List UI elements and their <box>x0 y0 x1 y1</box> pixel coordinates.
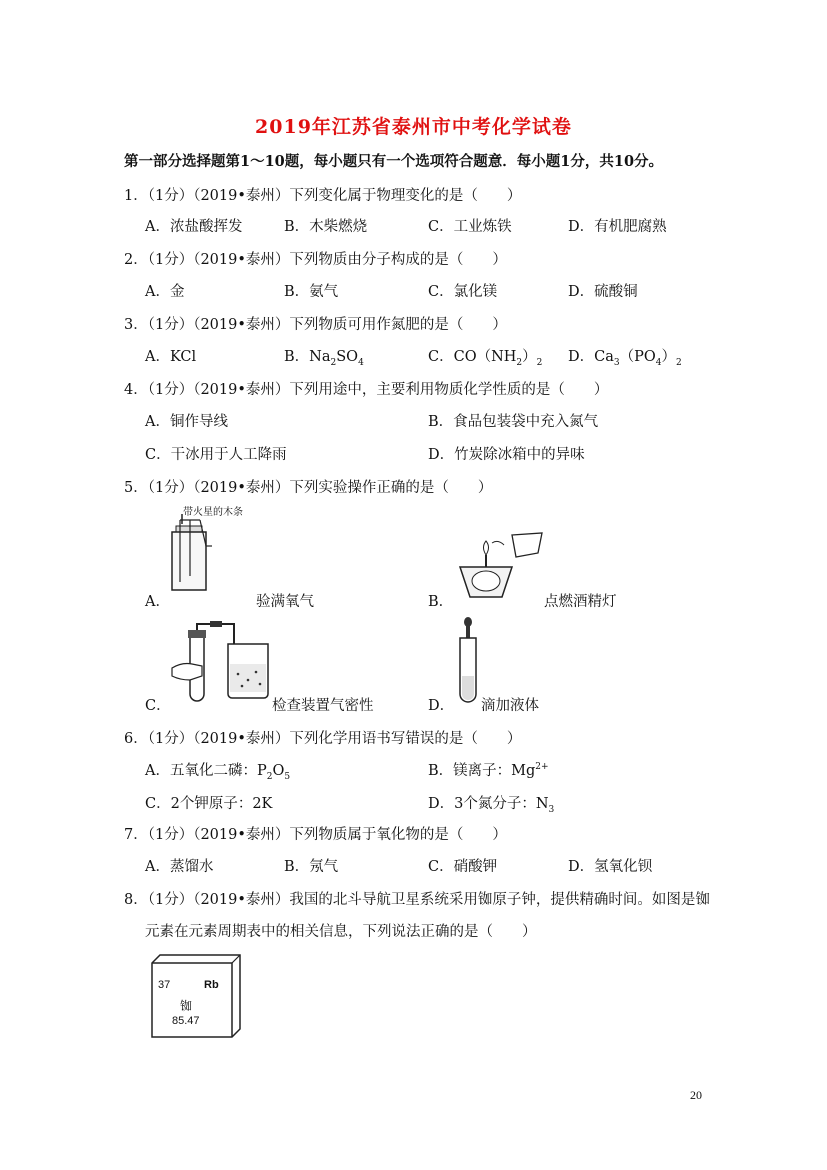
q3-option-c: C．$CO(NH_2)_2$ <box>428 349 543 368</box>
q5-caption-d: 滴加液体 <box>481 698 539 714</box>
page-number: 20 <box>690 1088 702 1102</box>
q2-option-d: D．硫酸铜 <box>568 284 638 300</box>
q5-option-c: C． <box>145 698 171 714</box>
q2-option-c: C．氯化镁 <box>428 284 498 300</box>
question-7-stem: 7．（1分）（2019•泰州）下列物质属于氧化物的是（ ） <box>124 827 507 843</box>
atomic-number: 37 <box>158 979 171 991</box>
q1-option-a: A．浓盐酸挥发 <box>145 219 243 235</box>
figure-d-dropper-tube <box>454 616 482 704</box>
q6-option-d: D．3个氮分子：$N_3$ <box>428 796 555 815</box>
figure-c-airtightness-setup <box>168 618 280 702</box>
q1-option-d: D．有机肥腐熟 <box>568 219 667 235</box>
q7-option-a: A．蒸馏水 <box>145 859 214 875</box>
q3-option-a: A．KCl <box>145 349 197 365</box>
q2-option-a: A．金 <box>145 284 185 300</box>
q7-option-c: C．硝酸钾 <box>428 859 498 875</box>
figure-a-label: 带火星的木条 <box>183 507 243 518</box>
figure-b-alcohol-lamp <box>452 525 548 603</box>
question-8-stem-continued: 元素在元素周期表中的相关信息，下列说法正确的是（ ） <box>145 924 537 940</box>
question-2-stem: 2．（1分）（2019•泰州）下列物质由分子构成的是（ ） <box>124 252 507 268</box>
question-4-stem: 4．（1分）（2019•泰州）下列用途中，主要利用物质化学性质的是（ ） <box>124 382 609 398</box>
q7-option-d: D．氢氧化钡 <box>568 859 653 875</box>
q3-option-d: D．$Ca_3(PO_4)_2$ <box>568 349 682 368</box>
question-5-stem: 5．（1分）（2019•泰州）下列实验操作正确的是（ ） <box>124 480 493 496</box>
q7-option-b: B．氖气 <box>284 859 339 875</box>
page-title: 2019年江苏省泰州市中考化学试卷 <box>255 116 572 138</box>
q3-option-b: B．$Na_2SO_4$ <box>284 349 364 368</box>
figure-a-gas-bottle <box>160 512 220 594</box>
q5-option-b: B． <box>428 594 454 610</box>
question-8-stem: 8．（1分）（2019•泰州）我国的北斗导航卫星系统采用铷原子钟，提供精确时间。如图是铷 <box>124 892 710 908</box>
q6-option-b: B．镁离子：$Mg^{2+}$ <box>428 762 549 779</box>
q6-option-a: A．五氧化二磷：$P_2O_5$ <box>145 763 291 782</box>
question-1-stem: 1．（1分）（2019•泰州）下列变化属于物理变化的是（ ） <box>124 188 522 204</box>
q5-option-a: A． <box>145 594 170 610</box>
q4-option-c: C．干冰用于人工降雨 <box>145 447 287 463</box>
q5-caption-c: 检查装置气密性 <box>272 698 374 714</box>
q1-option-c: C．工业炼铁 <box>428 219 512 235</box>
q5-caption-a: 验满氧气 <box>256 594 314 610</box>
atomic-mass: 85.47 <box>172 1015 200 1027</box>
section-heading: 第一部分选择题第1～10题，每小题只有一个选项符合题意．每小题1分，共10分。 <box>124 153 664 170</box>
q5-caption-b: 点燃酒精灯 <box>544 594 617 610</box>
q4-option-a: A．铜作导线 <box>145 414 228 430</box>
q4-option-d: D．竹炭除冰箱中的异味 <box>428 447 585 463</box>
q5-option-d: D． <box>428 698 455 714</box>
q6-option-c: C．2个钾原子：2K <box>145 796 273 812</box>
question-6-stem: 6．（1分）（2019•泰州）下列化学用语书写错误的是（ ） <box>124 731 522 747</box>
q2-option-b: B．氨气 <box>284 284 339 300</box>
element-name: 铷 <box>180 999 193 1013</box>
element-tile-rubidium <box>146 953 242 1039</box>
q4-option-b: B．食品包装袋中充入氮气 <box>428 414 599 430</box>
element-symbol: Rb <box>204 979 219 991</box>
q1-option-b: B．木柴燃烧 <box>284 219 368 235</box>
question-3-stem: 3．（1分）（2019•泰州）下列物质可用作氮肥的是（ ） <box>124 317 507 333</box>
